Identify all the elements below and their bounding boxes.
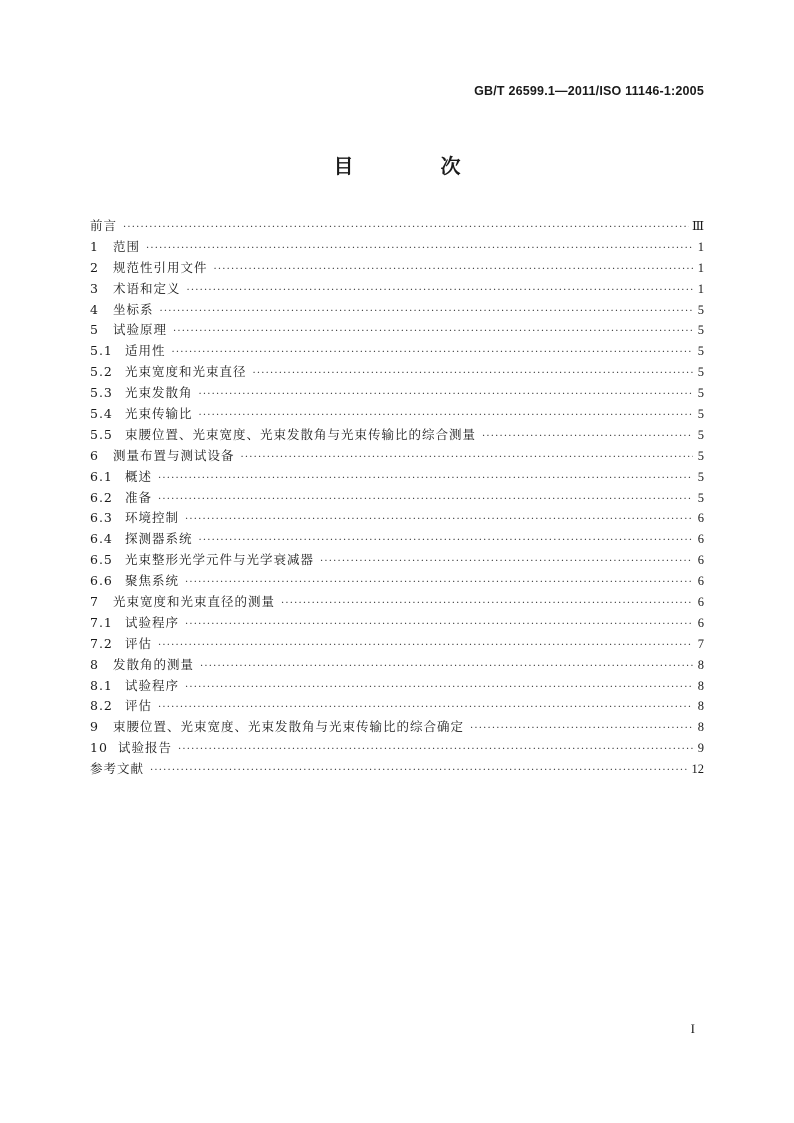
dot-leader xyxy=(185,615,693,636)
toc-entry-number: 6.6 xyxy=(90,573,113,589)
dot-leader xyxy=(158,698,693,719)
toc-entry[interactable] xyxy=(90,655,704,676)
toc-entry-page: 6 xyxy=(697,553,704,568)
toc-entry-label xyxy=(90,529,193,550)
toc-entry-label xyxy=(90,717,464,738)
toc-entry-text: 试验程序 xyxy=(125,677,180,693)
toc-entry[interactable] xyxy=(90,300,704,321)
toc-entry-page: 5 xyxy=(697,323,704,338)
toc-entry-number: 9 xyxy=(90,719,99,735)
toc-entry-page: 8 xyxy=(697,678,704,693)
toc-entry-label xyxy=(90,488,152,509)
toc-entry[interactable] xyxy=(90,362,704,383)
toc-entry-label xyxy=(90,634,152,655)
toc-entry[interactable] xyxy=(90,634,704,655)
toc-entry-number: 5.2 xyxy=(90,364,113,380)
toc-entry-number: 5 xyxy=(90,322,99,338)
toc-entry-label xyxy=(90,738,172,759)
dot-leader xyxy=(172,343,693,364)
toc-entry-label xyxy=(90,508,179,529)
toc-entry-page: 12 xyxy=(691,762,704,777)
toc-entry-number: 8 xyxy=(90,656,99,672)
toc-entry-number: 5.1 xyxy=(90,343,113,359)
toc-entry-number: 4 xyxy=(90,301,99,317)
toc-entry-text: 参考文献 xyxy=(90,761,145,777)
toc-entry-page: 1 xyxy=(697,239,704,254)
toc-entry-label xyxy=(90,383,193,404)
toc-entry-text: 光束宽度和光束直径 xyxy=(125,364,247,380)
toc-entry-number: 7 xyxy=(90,594,99,610)
dot-leader xyxy=(199,531,693,552)
toc-entry-page: 1 xyxy=(697,260,704,275)
toc-entry[interactable] xyxy=(90,467,704,488)
toc-entry-text: 坐标系 xyxy=(113,301,154,317)
dot-leader xyxy=(200,657,693,678)
toc-entry-number: 1 xyxy=(90,238,99,254)
toc-entry[interactable] xyxy=(90,279,704,300)
toc-entry-text: 适用性 xyxy=(125,343,166,359)
dot-leader xyxy=(199,385,693,406)
toc-entry-text: 探测器系统 xyxy=(125,531,193,547)
toc-entry-page: 9 xyxy=(697,741,704,756)
toc-entry-number: 6.2 xyxy=(90,489,113,505)
toc-entry-label xyxy=(90,216,117,237)
toc-entry-page: 6 xyxy=(697,595,704,610)
toc-entry-number: 6.1 xyxy=(90,468,113,484)
dot-leader xyxy=(158,490,693,511)
toc-entry-label xyxy=(90,425,476,446)
toc-entry-label xyxy=(90,300,154,321)
toc-entry-page: 5 xyxy=(697,302,704,317)
dot-leader xyxy=(320,552,693,573)
dot-leader xyxy=(160,302,693,323)
toc-entry-label xyxy=(90,571,179,592)
toc-entry[interactable] xyxy=(90,320,704,341)
toc-entry[interactable] xyxy=(90,571,704,592)
toc-entry-number: 7.1 xyxy=(90,614,113,630)
toc-entry[interactable] xyxy=(90,717,704,738)
toc-entry-page: 5 xyxy=(697,365,704,380)
standard-number-header: GB/T 26599.1—2011/ISO 11146-1:2005 xyxy=(474,84,704,98)
toc-entry-page: 5 xyxy=(697,407,704,422)
toc-entry[interactable] xyxy=(90,738,704,759)
toc-entry-page: 5 xyxy=(697,386,704,401)
toc-entry-text: 聚焦系统 xyxy=(125,573,180,589)
toc-entry-label xyxy=(90,404,193,425)
toc-entry-text: 前言 xyxy=(90,218,118,233)
toc-entry[interactable] xyxy=(90,613,704,634)
toc-entry-page: 5 xyxy=(697,427,704,442)
toc-entry-label xyxy=(90,279,181,300)
toc-entry-label xyxy=(90,696,152,717)
toc-entry[interactable] xyxy=(90,425,704,446)
toc-entry-label xyxy=(90,613,179,634)
dot-leader xyxy=(281,594,693,615)
toc-entry-page: 5 xyxy=(697,448,704,463)
toc-entry-text: 束腰位置、光束宽度、光束发散角与光束传输比的综合测量 xyxy=(125,426,477,442)
toc-entry-page: 7 xyxy=(697,636,704,651)
dot-leader xyxy=(185,573,693,594)
toc-entry-text: 术语和定义 xyxy=(113,280,181,296)
toc-entry-label xyxy=(90,655,194,676)
toc-entry[interactable] xyxy=(90,237,704,258)
toc-entry-label xyxy=(90,362,247,383)
dot-leader xyxy=(241,448,693,469)
toc-entry-page: 6 xyxy=(697,511,704,526)
toc-entry-label xyxy=(90,759,144,780)
toc-entry[interactable] xyxy=(90,488,704,509)
toc-entry-number: 6.4 xyxy=(90,531,113,547)
table-of-contents xyxy=(90,216,704,780)
toc-entry-number: 5.4 xyxy=(90,406,113,422)
toc-entry-text: 评估 xyxy=(125,635,153,651)
toc-entry-page: 5 xyxy=(697,469,704,484)
toc-entry-label xyxy=(90,237,140,258)
toc-entry-label xyxy=(90,446,235,467)
toc-entry-label xyxy=(90,676,179,697)
toc-entry-number: 6 xyxy=(90,447,99,463)
toc-entry-number: 6.5 xyxy=(90,552,113,568)
toc-entry-number: 5.3 xyxy=(90,385,113,401)
dot-leader xyxy=(150,761,688,782)
dot-leader xyxy=(185,510,693,531)
toc-entry-text: 准备 xyxy=(125,489,153,505)
toc-entry-number: 7.2 xyxy=(90,635,113,651)
toc-entry-page: 6 xyxy=(697,532,704,547)
dot-leader xyxy=(158,636,693,657)
toc-entry-text: 试验原理 xyxy=(113,322,168,338)
toc-entry-label xyxy=(90,258,208,279)
dot-leader xyxy=(482,427,693,448)
dot-leader xyxy=(187,281,693,302)
toc-entry[interactable] xyxy=(90,404,704,425)
toc-entry-label xyxy=(90,592,275,613)
toc-entry-text: 束腰位置、光束宽度、光束发散角与光束传输比的综合确定 xyxy=(113,719,465,735)
toc-entry[interactable] xyxy=(90,383,704,404)
toc-entry-page: 6 xyxy=(697,574,704,589)
toc-entry-number: 5.5 xyxy=(90,426,113,442)
toc-entry-text: 发散角的测量 xyxy=(113,656,195,672)
toc-entry-page: Ⅲ xyxy=(691,219,704,233)
toc-entry-text: 规范性引用文件 xyxy=(113,259,208,275)
toc-entry-number: 10 xyxy=(90,740,108,756)
toc-entry-number: 2 xyxy=(90,259,99,275)
dot-leader xyxy=(253,364,693,385)
dot-leader xyxy=(123,218,689,239)
dot-leader xyxy=(146,239,693,260)
toc-entry-label xyxy=(90,341,166,362)
toc-entry[interactable] xyxy=(90,508,704,529)
dot-leader xyxy=(199,406,693,427)
toc-entry-text: 范围 xyxy=(113,238,141,254)
dot-leader xyxy=(173,322,693,343)
toc-entry-number: 8.2 xyxy=(90,698,113,714)
toc-entry-text: 光束传输比 xyxy=(125,406,193,422)
toc-entry[interactable] xyxy=(90,592,704,613)
toc-entry[interactable] xyxy=(90,676,704,697)
toc-entry-label xyxy=(90,320,167,341)
toc-entry-page: 5 xyxy=(697,344,704,359)
toc-entry-text: 光束整形光学元件与光学衰减器 xyxy=(125,552,315,568)
dot-leader xyxy=(158,469,693,490)
toc-entry-page: 6 xyxy=(697,615,704,630)
toc-entry[interactable] xyxy=(90,216,704,237)
toc-entry-label xyxy=(90,550,314,571)
toc-entry[interactable] xyxy=(90,529,704,550)
toc-entry-text: 测量布置与测试设备 xyxy=(113,447,235,463)
toc-entry[interactable] xyxy=(90,550,704,571)
toc-entry-text: 环境控制 xyxy=(125,510,180,526)
toc-entry[interactable] xyxy=(90,258,704,279)
toc-entry-page: 5 xyxy=(697,490,704,505)
toc-entry-label xyxy=(90,467,152,488)
toc-entry-page: 8 xyxy=(697,720,704,735)
dot-leader xyxy=(470,719,693,740)
toc-entry[interactable] xyxy=(90,759,704,780)
page-number: I xyxy=(690,1021,695,1036)
toc-entry-number: 3 xyxy=(90,280,99,296)
page-title: 目 次 xyxy=(333,154,501,178)
toc-entry-text: 试验程序 xyxy=(125,614,180,630)
toc-entry-number: 8.1 xyxy=(90,677,113,693)
dot-leader xyxy=(214,260,693,281)
toc-entry-text: 光束发散角 xyxy=(125,385,193,401)
toc-entry-page: 8 xyxy=(697,699,704,714)
toc-entry-text: 评估 xyxy=(125,698,153,714)
dot-leader xyxy=(178,740,693,761)
toc-entry-text: 光束宽度和光束直径的测量 xyxy=(113,594,276,610)
toc-entry-text: 概述 xyxy=(125,468,153,484)
toc-entry[interactable] xyxy=(90,446,704,467)
toc-entry[interactable] xyxy=(90,696,704,717)
dot-leader xyxy=(185,678,693,699)
toc-entry[interactable] xyxy=(90,341,704,362)
toc-entry-number: 6.3 xyxy=(90,510,113,526)
toc-entry-page: 8 xyxy=(697,657,704,672)
toc-entry-text: 试验报告 xyxy=(118,740,173,756)
toc-entry-page: 1 xyxy=(697,281,704,296)
